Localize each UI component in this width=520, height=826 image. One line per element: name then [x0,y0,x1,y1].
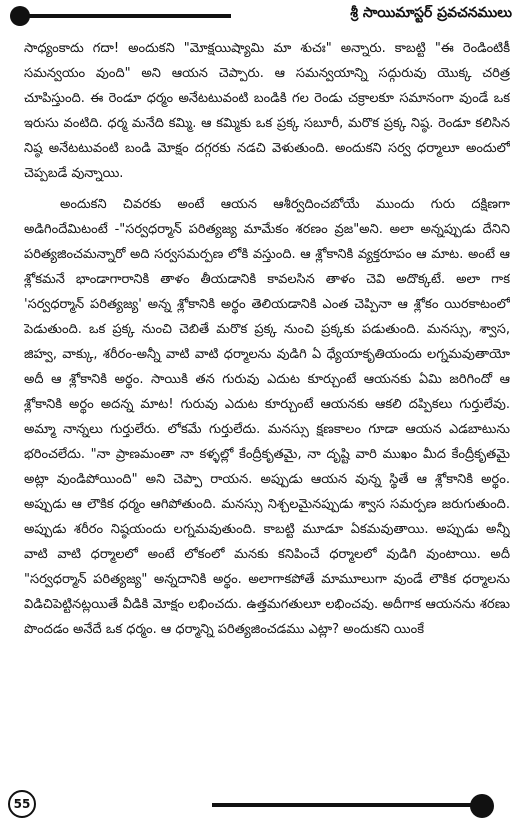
body-text [24,36,510,776]
page-header [0,0,520,32]
page-number: 55 [8,790,36,818]
running-title: శ్రీ సాయిమాస్టర్ ప్రవచనములు [350,5,512,21]
footer-rule [212,803,484,807]
paragraph: అందుకని చివరకు అంటే ఆయన ఆశీర్వదించబోయే ముందు గురు దక్షిణగా అడిగిందేమిటంటే -"సర్వధర్మాన్ పరిత్యజ్య మామేకం శరణం వ్రజ"అని. అలా అన్నప్పుడు దేనిని పరిత్యజించమన్నారో అది సర్వసమర్పణ లోకి వస్తుంది. ఆ శ్లోకానికి వ్యక్తరూపం ఆ మాట. అంటే ఆ శ్లోకమనే భాండాగారానికి తాళం తీయడానికి కావలసిన తాళం చెవి అదొక్కటే. అలా గాక 'సర్వధర్మాన్ పరిత్యజ్య' అన్న శ్లోకానికి అర్థం తెలియడానికి ఎంత చెప్పినా ఆ శ్లోకం యిరకాటంలో పెడుతుంది. ఒక ప్రక్క నుంచి చెబితే మరొక ప్రక్క నుంచి ప్రక్కకు పడుతుంది. మనస్సు, శ్వాస, జిహ్వ, వాక్కు, శరీరం-అన్నీ వాటి వాటి ధర్మాలను వుడిగి ఏ ధ్యేయాకృతియందు లగ్నమవుతాయో అదీ ఆ శ్లోకానికి అర్థం. సాయికి తన గురువు ఎదుట కూర్చుంటే ఆయనకు ఏమి జరిగిందో ఆ శ్లోకానికి అర్థం అదన్న మాట! గురువు ఎదుట కూర్చుంటే ఆయనకు ఆకలి దప్పికలు గుర్తులేవు. అమ్మా నాన్నలు గుర్తులేరు. లోకమే గుర్తులేదు. మనస్సు క్షణకాలం గూడా ఆయన ఎడబాటును భరించలేదు. "నా ప్రాణమంతా నా కళ్ళల్లో కేంద్రీకృతమై, నా దృష్టి వారి ముఖం మీద కేంద్రీకృతమై అట్లా వుండిపోయింది" అని చెప్పా రాయన. అప్పుడు ఆయన వున్న స్థితే ఆ శ్లోకానికి అర్థం. అప్పుడు ఆ లౌకిక ధర్మం ఆగిపోతుంది. మనస్సు నిశ్చలమైనప్పుడు శ్వాస సమర్పణ జరుగుతుంది. అప్పుడు శరీరం నిష్ఠయందు లగ్నమవుతుంది. కాబట్టి మూడూ ఏకమవుతాయి. అప్పుడు అన్నీ వాటి వాటి ధర్మాలలో అంటే లోకంలో మనకు కనిపించే ధర్మాలలో వుడిగి వుంటాయి. అదీ "సర్వధర్మాన్ పరిత్యజ్య" అన్నదానికి అర్థం. అలాగాకపోతే మామూలుగా వుండే లౌకిక ధర్మాలను విడిచిపెట్టినట్లయితే వీడికి మోక్షం లభించదు. ఉత్తమగతులూ లభించవు. అదీగాక ఆయనను శరణు పొందడం అనేదే ఒక ధర్మం. ఆ ధర్మాన్ని పరిత్యజించడము ఎట్లా? అందుకని యింకే [24,197,510,637]
header-rule [26,14,231,18]
paragraph: సాధ్యంకాదు గదా! అందుకని "మోక్షయిష్యామి మా శుచః" అన్నారు. కాబట్టి "ఈ రెండింటికీ సమన్వయం వుంది" అని ఆయన చెప్పారు. ఆ సమన్వయాన్ని సద్గురువు యొక్క చరిత్ర చూపిస్తుంది. ఈ రెండూ ధర్మం అనేటటువంటి బండికి గల రెండు చక్రాలకూ సమానంగా వుండే ఒక ఇరుసు వంటిది. ధర్మ మనేది కమ్మి. ఆ కమ్మికు ఒక ప్రక్క సబూరీ, మరొక ప్రక్క నిష్ఠ. రెండూ కలిసిన నిష్ఠ అనేటటువంటి బండి మోక్షం దగ్గరకు నడచి వెళుతుంది. అందుకని సర్వ ధర్మాలూ అందులో చెప్పబడే వున్నాయి. [24,41,510,181]
footer-bullet-dot [470,794,494,818]
page-footer [0,786,520,826]
